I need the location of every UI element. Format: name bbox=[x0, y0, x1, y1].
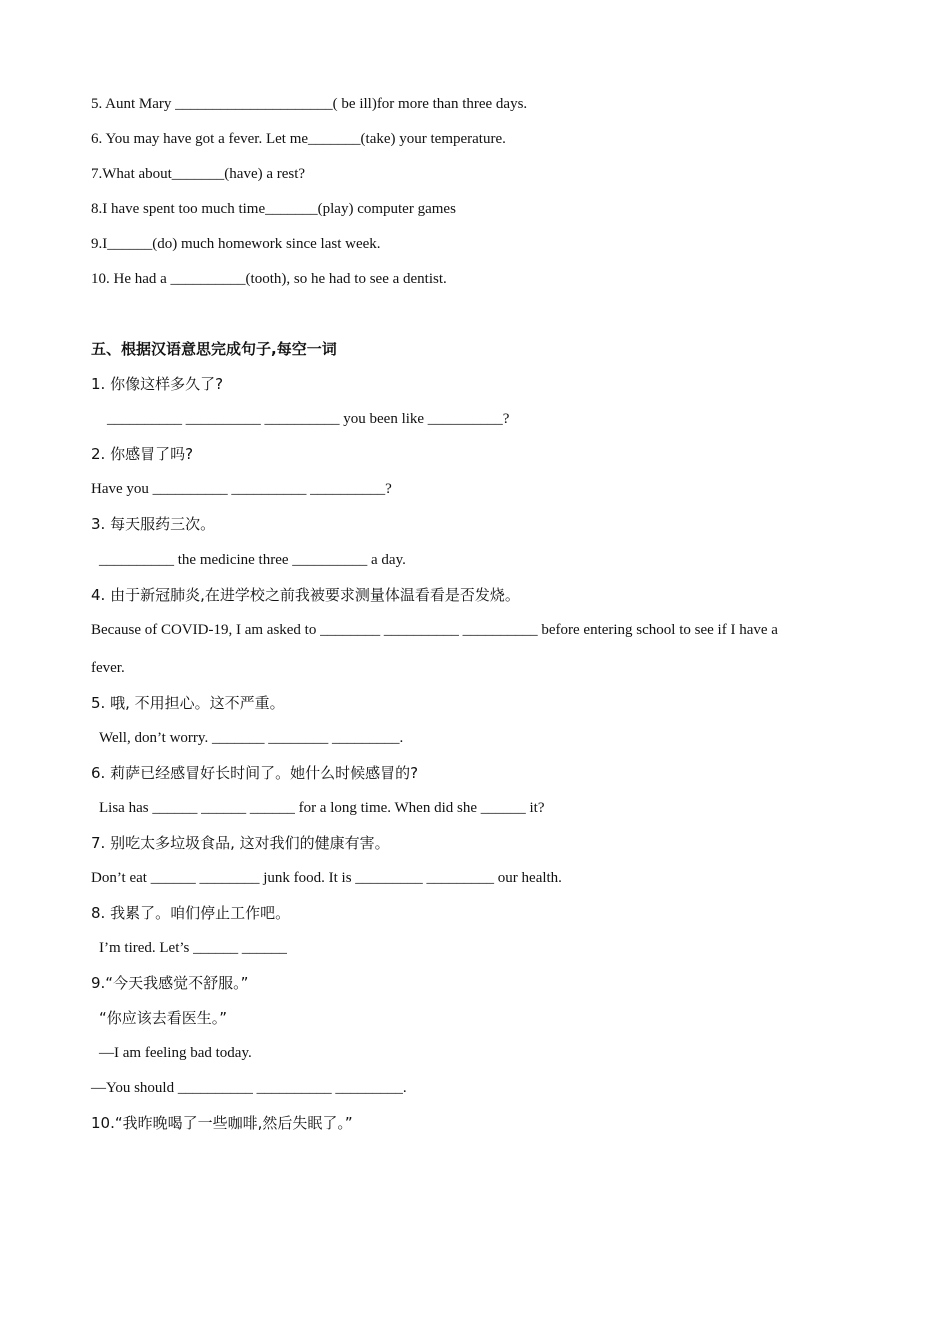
part4-item-6: 6. You may have got a fever. Let me_______(take) your temperature. bbox=[91, 131, 506, 147]
q9-chinese-1: 9.“今天我感觉不舒服。” bbox=[91, 974, 249, 992]
q8-english: I’m tired. Let’s ______ ______ bbox=[99, 940, 287, 956]
q6-english: Lisa has ______ ______ ______ for a long time. When did she ______ it? bbox=[99, 800, 545, 816]
section-five-heading: 五、根据汉语意思完成句子,每空一词 bbox=[91, 340, 337, 358]
q2-english: Have you __________ __________ __________? bbox=[91, 481, 392, 497]
q8-chinese: 8. 我累了。咱们停止工作吧。 bbox=[91, 904, 291, 922]
q10-chinese: 10.“我昨晚喝了一些咖啡,然后失眠了。” bbox=[91, 1114, 353, 1132]
q9-english-2: —You should __________ __________ _________. bbox=[91, 1080, 407, 1096]
q5-english: Well, don’t worry. _______ ________ _________. bbox=[99, 730, 404, 746]
q1-chinese: 1. 你像这样多久了? bbox=[91, 375, 224, 393]
part4-item-7: 7.What about_______(have) a rest? bbox=[91, 166, 306, 182]
part4-item-5: 5. Aunt Mary _____________________( be ill)for more than three days. bbox=[91, 96, 528, 112]
q9-chinese-2: “你应该去看医生。” bbox=[99, 1009, 228, 1027]
q7-english: Don’t eat ______ ________ junk food. It is _________ _________ our health. bbox=[91, 870, 562, 886]
q1-english: __________ __________ __________ you been like __________? bbox=[107, 411, 510, 427]
q2-chinese: 2. 你感冒了吗? bbox=[91, 445, 194, 463]
part4-item-8: 8.I have spent too much time_______(play) computer games bbox=[91, 201, 456, 217]
q5-chinese: 5. 哦, 不用担心。这不严重。 bbox=[91, 694, 285, 712]
part4-item-9: 9.I______(do) much homework since last week. bbox=[91, 236, 381, 252]
q4-chinese: 4. 由于新冠肺炎,在进学校之前我被要求测量体温看看是否发烧。 bbox=[91, 586, 520, 604]
q6-chinese: 6. 莉萨已经感冒好长时间了。她什么时候感冒的? bbox=[91, 764, 419, 782]
q4-english: Because of COVID-19, I am asked to ________ __________ __________ before entering school to see if I have a bbox=[91, 622, 778, 638]
q3-chinese: 3. 每天服药三次。 bbox=[91, 515, 216, 533]
q9-english-1: —I am feeling bad today. bbox=[99, 1045, 252, 1061]
q7-chinese: 7. 别吃太多垃圾食品, 这对我们的健康有害。 bbox=[91, 834, 390, 852]
q3-english: __________ the medicine three __________ a day. bbox=[99, 552, 406, 568]
part4-item-10: 10. He had a __________(tooth), so he had to see a dentist. bbox=[91, 271, 447, 287]
q4-english-continued: fever. bbox=[91, 660, 125, 676]
